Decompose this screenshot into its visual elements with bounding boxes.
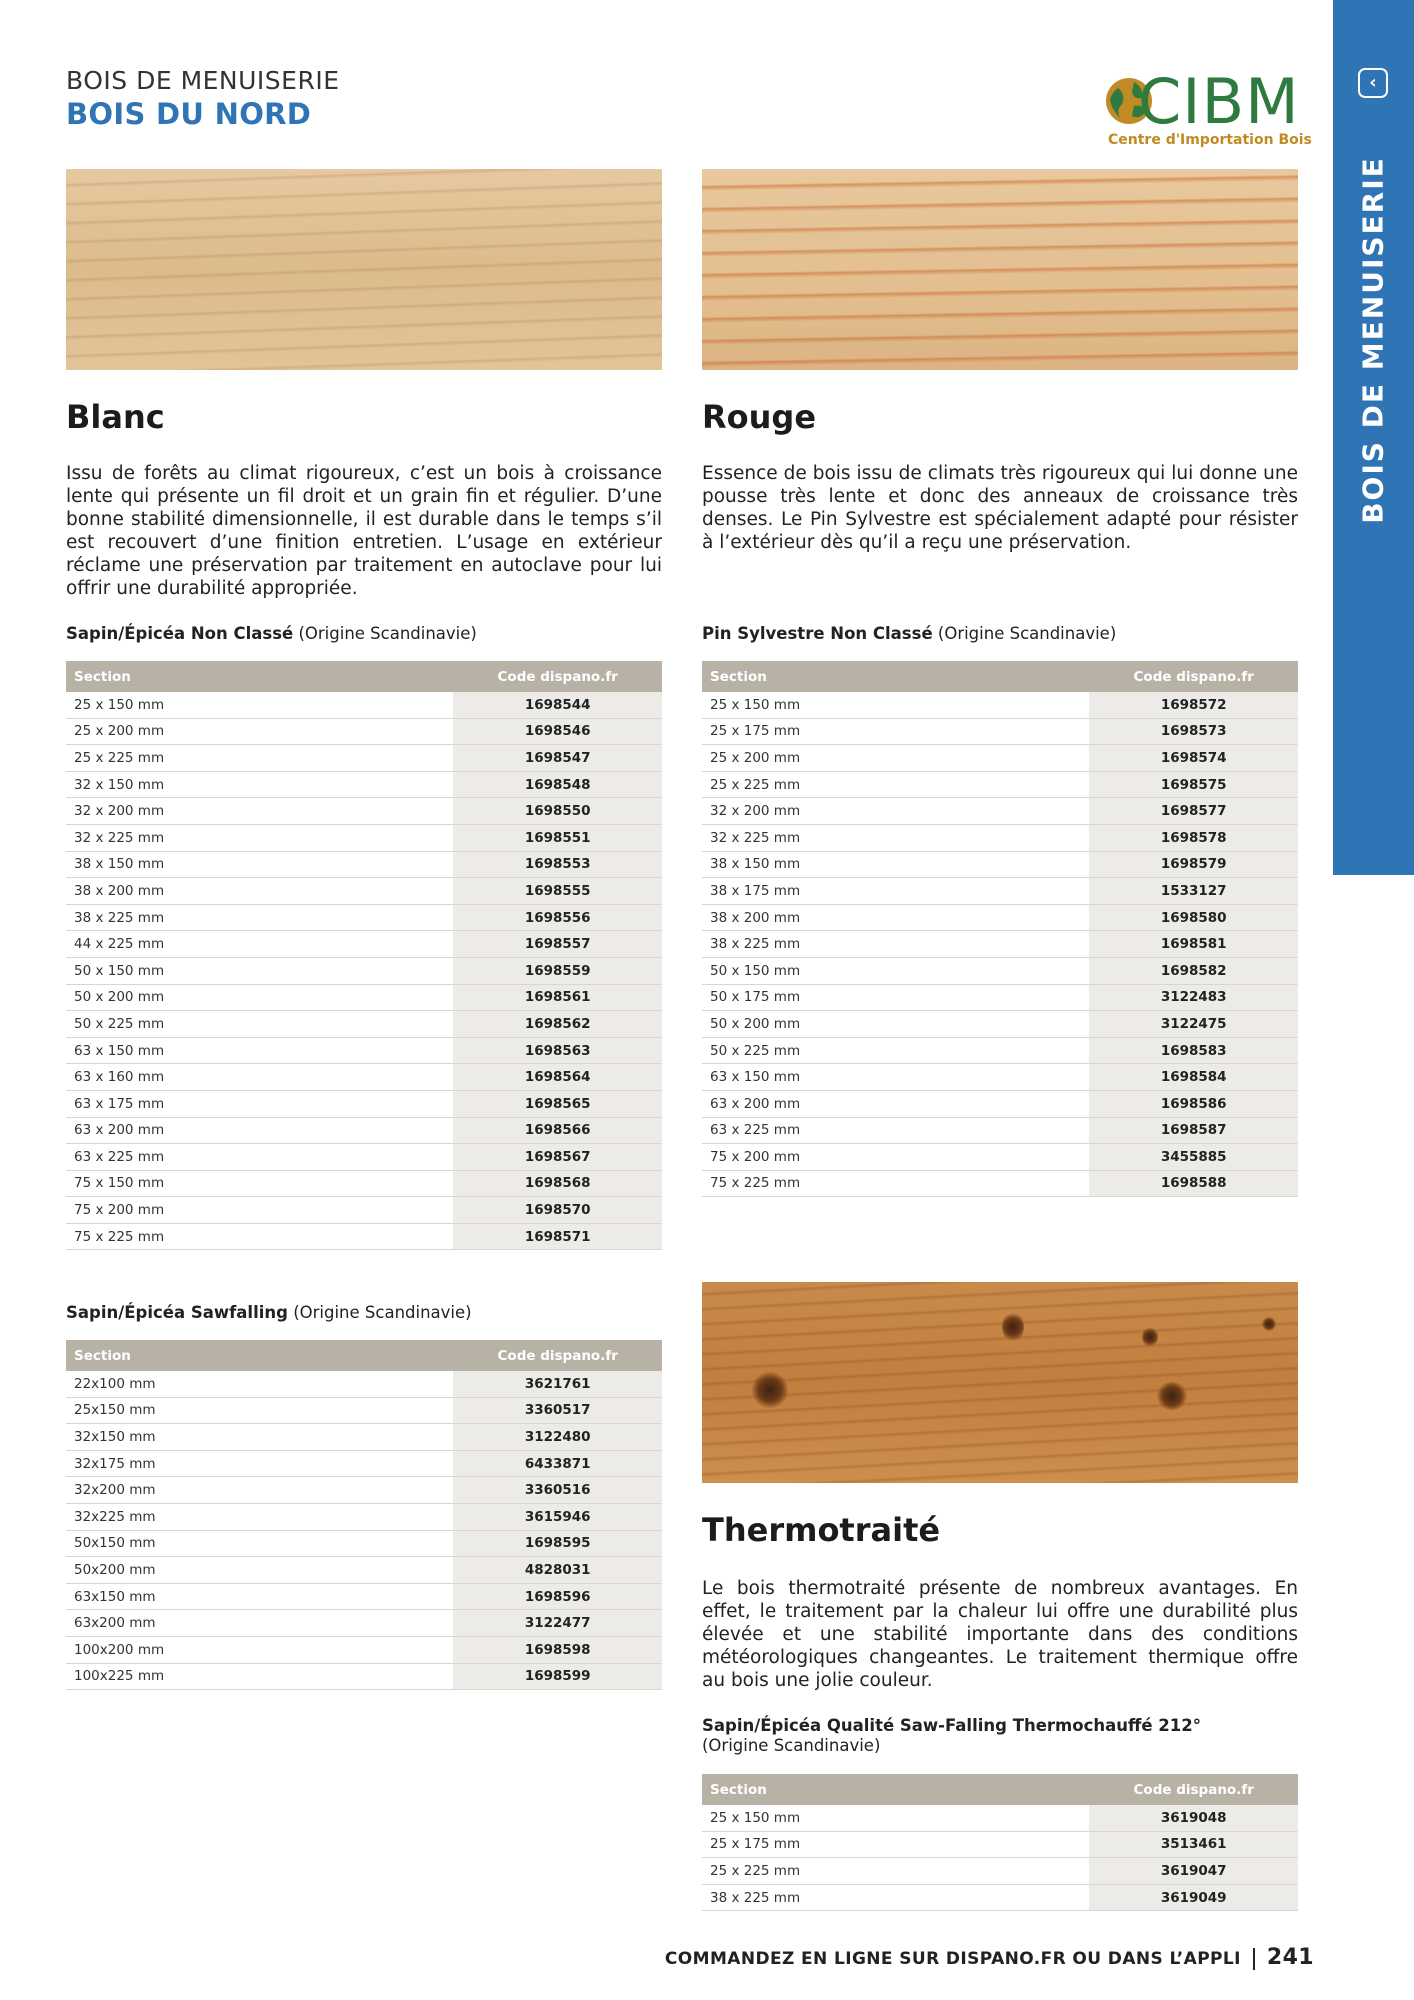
table-row — [66, 1197, 662, 1224]
section-cell: 25 x 225 mm — [702, 1858, 1089, 1885]
page-number: 241 — [1266, 1945, 1314, 1970]
code-cell: 1698596 — [453, 1583, 662, 1610]
section-cell: 32 x 225 mm — [702, 824, 1089, 851]
col-header-section: Section — [66, 1340, 453, 1371]
table-header-row — [66, 1340, 662, 1371]
table-row — [66, 1011, 662, 1038]
section-cell: 25 x 225 mm — [66, 745, 453, 772]
table-row — [66, 1170, 662, 1197]
footer — [665, 1945, 1314, 1970]
code-cell: 1698566 — [453, 1117, 662, 1144]
code-cell: 3122480 — [453, 1424, 662, 1451]
section-cell: 50 x 225 mm — [66, 1011, 453, 1038]
code-cell: 1698565 — [453, 1090, 662, 1117]
thermo-wood-photo — [702, 1282, 1298, 1483]
code-cell: 1698571 — [453, 1223, 662, 1250]
cibm-logo — [1100, 62, 1312, 154]
section-cell: 38 x 225 mm — [702, 931, 1089, 958]
section-cell: 50 x 150 mm — [66, 957, 453, 984]
table-row — [66, 878, 662, 905]
code-cell: 1698575 — [1089, 771, 1298, 798]
code-cell: 3615946 — [453, 1503, 662, 1530]
code-cell: 1698582 — [1089, 957, 1298, 984]
table-row — [66, 1530, 662, 1557]
table-row — [66, 745, 662, 772]
table3-heading: Sapin/Épicéa Sawfalling (Origine Scandinavie) — [66, 1303, 472, 1322]
code-cell: 4828031 — [453, 1557, 662, 1584]
section-cell: 63 x 225 mm — [702, 1117, 1089, 1144]
table-row — [66, 851, 662, 878]
section-cell: 75 x 200 mm — [702, 1144, 1089, 1171]
section-cell: 38 x 175 mm — [702, 878, 1089, 905]
section-cell: 32x225 mm — [66, 1503, 453, 1530]
code-cell: 1698547 — [453, 745, 662, 772]
section-cell: 32x150 mm — [66, 1424, 453, 1451]
table-row — [702, 1805, 1298, 1831]
section-cell: 63 x 200 mm — [702, 1090, 1089, 1117]
code-cell: 1698553 — [453, 851, 662, 878]
code-cell: 1698567 — [453, 1144, 662, 1171]
table-row — [66, 1663, 662, 1690]
table-row — [702, 1831, 1298, 1858]
section-cell: 25x150 mm — [66, 1397, 453, 1424]
section-cell: 75 x 225 mm — [66, 1223, 453, 1250]
code-cell: 1698544 — [453, 692, 662, 718]
table-row — [66, 1090, 662, 1117]
chevron-left-icon[interactable]: ‹ — [1358, 68, 1388, 98]
table-row — [66, 1117, 662, 1144]
table-row — [66, 1477, 662, 1504]
table-row — [66, 1636, 662, 1663]
table-row — [702, 1884, 1298, 1911]
table3-sawfalling — [66, 1340, 662, 1690]
section-cell: 38 x 150 mm — [702, 851, 1089, 878]
code-cell: 1698556 — [453, 904, 662, 931]
section-cell: 38 x 225 mm — [702, 1884, 1089, 1911]
code-cell: 1698574 — [1089, 745, 1298, 772]
code-cell: 1533127 — [1089, 878, 1298, 905]
table-row — [702, 1090, 1298, 1117]
section-cell: 63x150 mm — [66, 1583, 453, 1610]
code-cell: 1698595 — [453, 1530, 662, 1557]
section-cell: 32 x 200 mm — [702, 798, 1089, 825]
table-row — [66, 1557, 662, 1584]
section-cell: 25 x 150 mm — [66, 692, 453, 718]
table-row — [66, 692, 662, 718]
table-row — [66, 824, 662, 851]
section-cell: 50 x 200 mm — [66, 984, 453, 1011]
section-cell: 25 x 200 mm — [66, 718, 453, 745]
table2-heading: Pin Sylvestre Non Classé (Origine Scandinavie) — [702, 624, 1117, 643]
table-row — [66, 771, 662, 798]
table-row — [66, 1144, 662, 1171]
code-cell: 1698570 — [453, 1197, 662, 1224]
table-row — [702, 1170, 1298, 1197]
col-header-code: Code dispano.fr — [1089, 1774, 1298, 1805]
code-cell: 1698559 — [453, 957, 662, 984]
code-cell: 1698572 — [1089, 692, 1298, 718]
section-cell: 32x200 mm — [66, 1477, 453, 1504]
section-cell: 38 x 200 mm — [702, 904, 1089, 931]
table-row — [66, 984, 662, 1011]
table-row — [66, 957, 662, 984]
table4-thermochauffe — [702, 1774, 1298, 1911]
code-cell: 1698599 — [453, 1663, 662, 1690]
table-row — [702, 771, 1298, 798]
code-cell: 1698563 — [453, 1037, 662, 1064]
table1-sapin-non-classe — [66, 661, 662, 1250]
section-cell: 63 x 150 mm — [66, 1037, 453, 1064]
table-row — [702, 878, 1298, 905]
code-cell: 1698555 — [453, 878, 662, 905]
code-cell: 1698562 — [453, 1011, 662, 1038]
code-cell: 1698587 — [1089, 1117, 1298, 1144]
code-cell: 1698573 — [1089, 718, 1298, 745]
col-header-code: Code dispano.fr — [453, 661, 662, 692]
table-row — [702, 1011, 1298, 1038]
code-cell: 1698551 — [453, 824, 662, 851]
table-row — [66, 1450, 662, 1477]
table-row — [66, 1424, 662, 1451]
code-cell: 1698583 — [1089, 1037, 1298, 1064]
section-cell: 25 x 150 mm — [702, 692, 1089, 718]
code-cell: 1698586 — [1089, 1090, 1298, 1117]
table-row — [66, 931, 662, 958]
table-row — [702, 851, 1298, 878]
rouge-description: Essence de bois issu de climats très rigoureux qui lui donne une pousse très lente et donc des anneaux de croissance très denses. Le Pin Sylvestre est spécialement adapté pour résister à l’extérieur dès qu’il a reçu une préservation. — [702, 463, 1298, 553]
code-cell: 1698578 — [1089, 824, 1298, 851]
section-cell: 25 x 225 mm — [702, 771, 1089, 798]
table-row — [702, 824, 1298, 851]
section-cell: 75 x 150 mm — [66, 1170, 453, 1197]
table-row — [66, 1503, 662, 1530]
table-row — [702, 745, 1298, 772]
code-cell: 3122475 — [1089, 1011, 1298, 1038]
table-row — [66, 1610, 662, 1637]
col-header-section: Section — [66, 661, 453, 692]
table2-pin-sylvestre — [702, 661, 1298, 1197]
section-cell: 63x200 mm — [66, 1610, 453, 1637]
section-cell: 75 x 225 mm — [702, 1170, 1089, 1197]
section-cell: 38 x 225 mm — [66, 904, 453, 931]
code-cell: 1698579 — [1089, 851, 1298, 878]
table-row — [702, 1064, 1298, 1091]
code-cell: 3619047 — [1089, 1858, 1298, 1885]
table-row — [66, 798, 662, 825]
table4-heading: Sapin/Épicéa Qualité Saw-Falling Thermochauffé 212° (Origine Scandinavie) — [702, 1716, 1201, 1755]
section-cell: 63 x 200 mm — [66, 1117, 453, 1144]
code-cell: 1698577 — [1089, 798, 1298, 825]
table-row — [702, 931, 1298, 958]
table-header-row — [702, 661, 1298, 692]
code-cell: 3122483 — [1089, 984, 1298, 1011]
code-cell: 1698580 — [1089, 904, 1298, 931]
section-cell: 50 x 150 mm — [702, 957, 1089, 984]
code-cell: 3619049 — [1089, 1884, 1298, 1911]
section-cell: 32 x 200 mm — [66, 798, 453, 825]
col-header-code: Code dispano.fr — [453, 1340, 662, 1371]
code-cell: 3619048 — [1089, 1805, 1298, 1831]
section-cell: 32 x 225 mm — [66, 824, 453, 851]
section-cell: 63 x 150 mm — [702, 1064, 1089, 1091]
rouge-title: Rouge — [702, 398, 817, 436]
code-cell: 3621761 — [453, 1371, 662, 1397]
section-cell: 25 x 175 mm — [702, 718, 1089, 745]
code-cell: 3513461 — [1089, 1831, 1298, 1858]
code-cell: 1698557 — [453, 931, 662, 958]
table-row — [66, 1583, 662, 1610]
code-cell: 1698588 — [1089, 1170, 1298, 1197]
blanc-description: Issu de forêts au climat rigoureux, c’est un bois à croissance lente qui présente un fil droit et un grain fin et régulier. D’une bonne stabilité dimensionnelle, il est durable dans le temps s’il est recouvert d’une finition entretien. L’usage en extérieur réclame une préservation par traitement en autoclave pour lui offrir une durabilité appropriée. — [66, 463, 662, 599]
table-row — [702, 1037, 1298, 1064]
table-row — [702, 1117, 1298, 1144]
table-header-row — [702, 1774, 1298, 1805]
section-cell: 25 x 150 mm — [702, 1805, 1089, 1831]
section-cell: 25 x 200 mm — [702, 745, 1089, 772]
section-cell: 32x175 mm — [66, 1450, 453, 1477]
code-cell: 1698568 — [453, 1170, 662, 1197]
page-title: BOIS DU NORD — [66, 97, 312, 131]
code-cell: 3122477 — [453, 1610, 662, 1637]
code-cell: 3360517 — [453, 1397, 662, 1424]
section-cell: 50x200 mm — [66, 1557, 453, 1584]
section-cell: 63 x 175 mm — [66, 1090, 453, 1117]
col-header-code: Code dispano.fr — [1089, 661, 1298, 692]
table-row — [66, 904, 662, 931]
section-cell: 32 x 150 mm — [66, 771, 453, 798]
section-cell: 63 x 225 mm — [66, 1144, 453, 1171]
section-cell: 38 x 150 mm — [66, 851, 453, 878]
logo-word: CIBM — [1138, 65, 1300, 138]
logo-tagline: Centre d'Importation Bois — [1108, 132, 1312, 148]
section-cell: 50 x 225 mm — [702, 1037, 1089, 1064]
table1-heading: Sapin/Épicéa Non Classé (Origine Scandinavie) — [66, 624, 477, 643]
code-cell: 3360516 — [453, 1477, 662, 1504]
table-row — [66, 1064, 662, 1091]
footer-cta: COMMANDEZ EN LIGNE SUR DISPANO.FR OU DANS L’APPLI — [664, 1949, 1241, 1969]
table-row — [66, 1371, 662, 1397]
code-cell: 1698550 — [453, 798, 662, 825]
section-cell: 50x150 mm — [66, 1530, 453, 1557]
table-row — [702, 984, 1298, 1011]
thermo-title: Thermotraité — [702, 1511, 941, 1549]
code-cell: 1698548 — [453, 771, 662, 798]
code-cell: 1698564 — [453, 1064, 662, 1091]
table-header-row — [66, 661, 662, 692]
table-row — [702, 798, 1298, 825]
section-cell: 50 x 175 mm — [702, 984, 1089, 1011]
table-row — [702, 692, 1298, 718]
code-cell: 1698581 — [1089, 931, 1298, 958]
table-row — [702, 718, 1298, 745]
code-cell: 1698584 — [1089, 1064, 1298, 1091]
code-cell: 1698598 — [453, 1636, 662, 1663]
table-row — [702, 1144, 1298, 1171]
col-header-section: Section — [702, 1774, 1089, 1805]
section-cell: 50 x 200 mm — [702, 1011, 1089, 1038]
rouge-wood-photo — [702, 169, 1298, 370]
section-cell: 100x225 mm — [66, 1663, 453, 1690]
table-row — [66, 1397, 662, 1424]
table-row — [66, 718, 662, 745]
section-cell: 25 x 175 mm — [702, 1831, 1089, 1858]
code-cell: 6433871 — [453, 1450, 662, 1477]
table-row — [702, 957, 1298, 984]
section-cell: 75 x 200 mm — [66, 1197, 453, 1224]
section-cell: 22x100 mm — [66, 1371, 453, 1397]
col-header-section: Section — [702, 661, 1089, 692]
category-heading: BOIS DE MENUISERIE — [66, 66, 340, 95]
section-cell: 38 x 200 mm — [66, 878, 453, 905]
section-cell: 44 x 225 mm — [66, 931, 453, 958]
table-row — [702, 1858, 1298, 1885]
blanc-title: Blanc — [66, 398, 165, 436]
section-cell: 63 x 160 mm — [66, 1064, 453, 1091]
code-cell: 1698546 — [453, 718, 662, 745]
code-cell: 3455885 — [1089, 1144, 1298, 1171]
blanc-wood-photo — [66, 169, 662, 370]
code-cell: 1698561 — [453, 984, 662, 1011]
table-row — [66, 1037, 662, 1064]
section-cell: 100x200 mm — [66, 1636, 453, 1663]
table-row — [702, 904, 1298, 931]
table-row — [66, 1223, 662, 1250]
thermo-description: Le bois thermotraité présente de nombreux avantages. En effet, le traitement par la chaleur lui offre une durabilité plus élevée et une stabilité importante dans des conditions météorologiques changeantes. Le traitement thermique offre au bois une jolie couleur. — [702, 1578, 1298, 1691]
